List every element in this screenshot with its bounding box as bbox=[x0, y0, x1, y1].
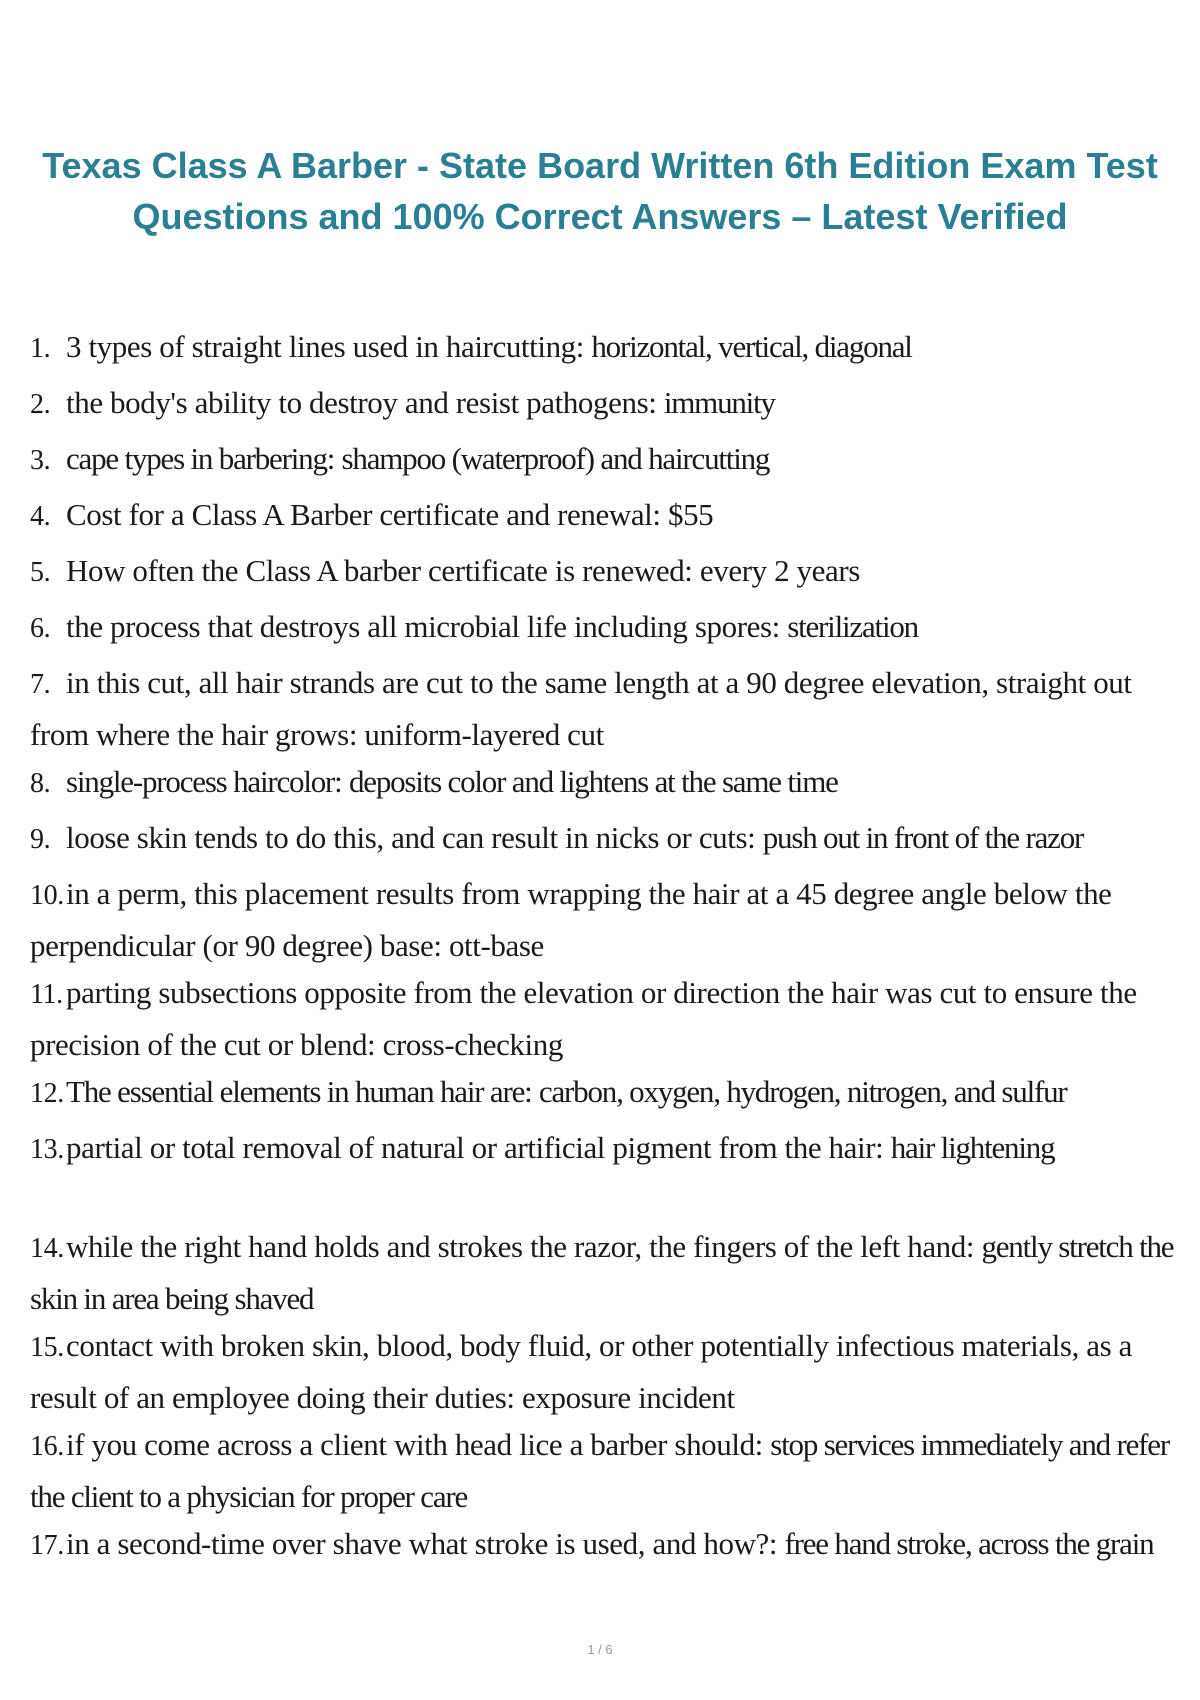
item-answer: exposure incident bbox=[522, 1380, 735, 1415]
list-item bbox=[30, 434, 1180, 490]
item-answer: gently stretch the skin in area being shaved bbox=[30, 1229, 1174, 1316]
item-answer: ott-base bbox=[448, 928, 544, 963]
list-item bbox=[30, 322, 1180, 378]
item-number: 9. bbox=[30, 824, 51, 855]
item-answer: cross-checking bbox=[382, 1027, 563, 1062]
item-number: 10. bbox=[30, 880, 64, 911]
item-question: How often the Class A barber certificate is renewed: bbox=[66, 553, 693, 588]
list-item bbox=[30, 1123, 1180, 1222]
list-item bbox=[30, 1420, 1180, 1519]
item-answer: every 2 years bbox=[699, 553, 860, 588]
item-answer: deposits color and lightens at the same time bbox=[348, 764, 838, 799]
item-number: 6. bbox=[30, 613, 51, 644]
item-question: single-process haircolor: bbox=[66, 764, 342, 799]
item-answer: sterilization bbox=[787, 609, 918, 644]
list-item bbox=[30, 869, 1180, 968]
item-question: if you come across a client with head lice a barber should: bbox=[66, 1427, 763, 1462]
list-item bbox=[30, 602, 1180, 658]
list-item bbox=[30, 757, 1180, 813]
item-number: 5. bbox=[30, 557, 51, 588]
item-number: 8. bbox=[30, 768, 51, 799]
item-question: loose skin tends to do this, and can result in nicks or cuts: bbox=[66, 820, 756, 855]
item-answer: uniform-layered cut bbox=[364, 717, 604, 752]
list-item bbox=[30, 1321, 1180, 1420]
page-number: 1 / 6 bbox=[587, 1642, 613, 1657]
item-answer: stop services immediately and refer the client to a physician for proper care bbox=[30, 1427, 1169, 1514]
list-item bbox=[30, 378, 1180, 434]
item-question: the process that destroys all microbial life including spores: bbox=[66, 609, 780, 644]
item-question: The essential elements in human hair are: bbox=[66, 1074, 532, 1109]
title-line-1: Texas Class A Barber - State Board Written 6th Edition Exam Test bbox=[42, 145, 1158, 186]
item-answer: hair lightening bbox=[890, 1130, 1055, 1165]
item-question: in a perm, this placement results from wrapping the hair at a 45 degree angle below the perpendicular (or 90 degree) base: bbox=[30, 876, 1112, 963]
item-number: 13. bbox=[30, 1134, 64, 1165]
item-question: the body's ability to destroy and resist pathogens: bbox=[66, 385, 657, 420]
list-item bbox=[30, 813, 1180, 869]
list-item bbox=[30, 546, 1180, 602]
title-line-2: Questions and 100% Correct Answers – Latest Verified bbox=[132, 196, 1068, 237]
item-number: 3. bbox=[30, 445, 51, 476]
list-item bbox=[30, 490, 1180, 546]
item-question: in a second-time over shave what stroke is used, and how?: bbox=[66, 1526, 778, 1561]
item-answer: horizontal, vertical, diagonal bbox=[591, 329, 912, 364]
item-question: contact with broken skin, blood, body fluid, or other potentially infectious materials, as a result of an employee doing their duties: bbox=[30, 1328, 1133, 1415]
item-answer: free hand stroke, across the grain bbox=[784, 1526, 1154, 1561]
item-question: 3 types of straight lines used in haircutting: bbox=[66, 329, 584, 364]
item-question: parting subsections opposite from the elevation or direction the hair was cut to ensure the precision of the cut or blend: bbox=[30, 975, 1137, 1062]
item-question: in this cut, all hair strands are cut to the same length at a 90 degree elevation, straight out from where the hair grows: bbox=[30, 665, 1132, 752]
document-title bbox=[20, 140, 1180, 242]
list-item bbox=[30, 1067, 1180, 1123]
item-number: 1. bbox=[30, 333, 51, 364]
list-item bbox=[30, 658, 1180, 757]
item-answer: push out in front of the razor bbox=[762, 820, 1084, 855]
item-number: 4. bbox=[30, 501, 51, 532]
list-item bbox=[30, 1222, 1180, 1321]
item-number: 7. bbox=[30, 669, 51, 700]
item-answer: carbon, oxygen, hydrogen, nitrogen, and sulfur bbox=[538, 1074, 1067, 1109]
item-question: while the right hand holds and strokes the razor, the fingers of the left hand: bbox=[66, 1229, 975, 1264]
item-answer: $55 bbox=[667, 497, 714, 532]
item-question: Cost for a Class A Barber certificate and renewal: bbox=[66, 497, 661, 532]
item-number: 12. bbox=[30, 1078, 64, 1109]
list-item bbox=[30, 968, 1180, 1067]
question-list bbox=[30, 322, 1180, 1618]
item-question: partial or total removal of natural or artificial pigment from the hair: bbox=[66, 1130, 884, 1165]
list-item bbox=[30, 1519, 1180, 1618]
item-number: 16. bbox=[30, 1431, 64, 1462]
item-number: 2. bbox=[30, 389, 51, 420]
item-answer: shampoo (waterproof) and haircutting bbox=[341, 441, 770, 476]
item-answer: immunity bbox=[663, 385, 775, 420]
item-number: 17. bbox=[30, 1530, 64, 1561]
item-number: 14. bbox=[30, 1233, 64, 1264]
item-number: 15. bbox=[30, 1332, 64, 1363]
item-question: cape types in barbering: bbox=[66, 441, 335, 476]
item-number: 11. bbox=[30, 979, 63, 1010]
